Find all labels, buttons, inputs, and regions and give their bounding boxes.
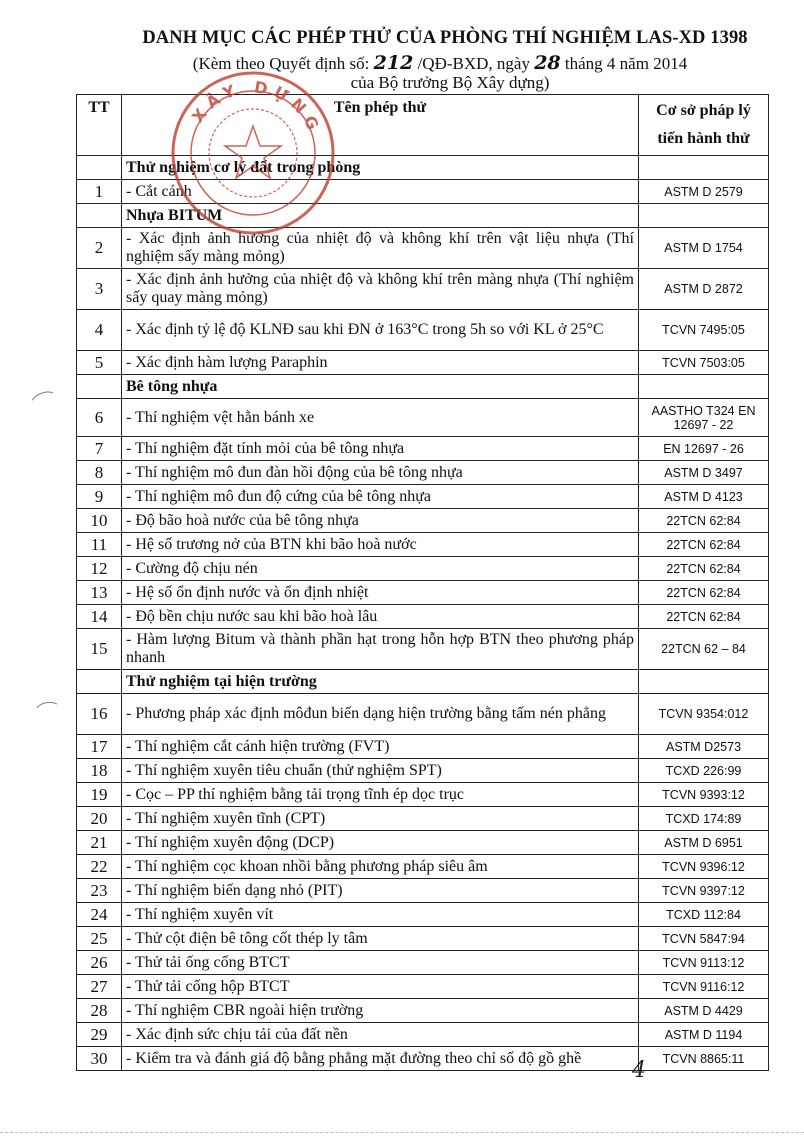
test-name: - Xác định hàm lượng Paraphin xyxy=(122,351,639,375)
table-row xyxy=(77,629,769,670)
decision-text-1: (Kèm theo Quyết định số: xyxy=(192,54,374,73)
legal-basis: TCVN 7495:05 xyxy=(639,310,769,351)
legal-basis: ASTM D 2872 xyxy=(639,269,769,310)
test-name: - Hàm lượng Bitum và thành phần hạt trong hỗn hợp BTN theo phương pháp nhanh xyxy=(122,629,639,670)
section-title: Thử nghiệm tại hiện trường xyxy=(122,670,639,694)
table-row xyxy=(77,509,769,533)
table-row xyxy=(77,461,769,485)
test-number: 8 xyxy=(77,461,122,485)
legal-basis: TCXD 174:89 xyxy=(639,807,769,831)
test-name: - Cắt cánh xyxy=(122,180,639,204)
seal-text: XÂY DỰNG xyxy=(187,77,326,139)
legal-basis: 22TCN 62:84 xyxy=(639,533,769,557)
legal-basis: TCVN 5847:94 xyxy=(639,927,769,951)
test-name: - Thí nghiệm mô đun đàn hồi động của bê tông nhựa xyxy=(122,461,639,485)
test-name: - Thí nghiệm CBR ngoài hiện trường xyxy=(122,999,639,1023)
legal-basis: ASTM D 1754 xyxy=(639,228,769,269)
test-name: - Hệ số trương nở của BTN khi bão hoà nước xyxy=(122,533,639,557)
test-name: - Cường độ chịu nén xyxy=(122,557,639,581)
table-row xyxy=(77,975,769,999)
section-basis-cell xyxy=(639,156,769,180)
table-row xyxy=(77,735,769,759)
legal-basis: 22TCN 62 – 84 xyxy=(639,629,769,670)
test-number: 21 xyxy=(77,831,122,855)
test-name: - Thí nghiệm cắt cánh hiện trường (FVT) xyxy=(122,735,639,759)
table-row xyxy=(77,1023,769,1047)
legal-basis: TCVN 9393:12 xyxy=(639,783,769,807)
legal-basis: 22TCN 62:84 xyxy=(639,509,769,533)
decision-text-2: /QĐ-BXD, ngày xyxy=(413,54,535,73)
test-number: 29 xyxy=(77,1023,122,1047)
test-number: 14 xyxy=(77,605,122,629)
legal-basis: TCVN 9113:12 xyxy=(639,951,769,975)
section-title: Bê tông nhựa xyxy=(122,375,639,399)
test-name: - Thí nghiệm biến dạng nhỏ (PIT) xyxy=(122,879,639,903)
section-basis-cell xyxy=(639,670,769,694)
table-row xyxy=(77,694,769,735)
legal-basis: TCVN 9397:12 xyxy=(639,879,769,903)
table-row xyxy=(77,951,769,975)
legal-basis: ASTM D 1194 xyxy=(639,1023,769,1047)
table-row xyxy=(77,351,769,375)
section-basis-cell xyxy=(639,204,769,228)
test-name: - Thí nghiệm xuyên tĩnh (CPT) xyxy=(122,807,639,831)
test-number: 18 xyxy=(77,759,122,783)
test-name: - Hệ số ổn định nước và ổn định nhiệt xyxy=(122,581,639,605)
table-row xyxy=(77,399,769,437)
test-name: - Thí nghiệm đặt tính mỏi của bê tông nhựa xyxy=(122,437,639,461)
header-legal-basis: Cơ sở pháp lý tiến hành thử xyxy=(639,95,769,156)
test-number: 17 xyxy=(77,735,122,759)
legal-basis: ASTM D 2579 xyxy=(639,180,769,204)
test-name: - Thí nghiệm xuyên tiêu chuẩn (thử nghiệm SPT) xyxy=(122,759,639,783)
test-number: 23 xyxy=(77,879,122,903)
test-name: - Xác định ảnh hưởng của nhiệt độ và không khí trên vật liệu nhựa (Thí nghiệm sấy màng mỏng) xyxy=(122,228,639,269)
table-row xyxy=(77,855,769,879)
page-bottom-edge xyxy=(0,1132,804,1133)
test-name: - Thí nghiệm vệt hằn bánh xe xyxy=(122,399,639,437)
punch-hole-mark xyxy=(32,700,63,725)
table-row xyxy=(77,581,769,605)
test-number: 30 xyxy=(77,1047,122,1071)
legal-basis: ASTM D 4429 xyxy=(639,999,769,1023)
legal-basis: TCVN 9116:12 xyxy=(639,975,769,999)
test-name: - Thí nghiệm xuyên động (DCP) xyxy=(122,831,639,855)
legal-basis: TCVN 8865:11 xyxy=(639,1047,769,1071)
header-test-name: Tên phép thử xyxy=(122,95,639,156)
section-no-cell xyxy=(77,156,122,180)
issuing-authority: của Bộ trưởng Bộ Xây dựng) xyxy=(350,73,550,92)
test-name: - Độ bão hoà nước của bê tông nhựa xyxy=(122,509,639,533)
header-no: TT xyxy=(77,95,122,156)
table-row xyxy=(77,783,769,807)
test-number: 22 xyxy=(77,855,122,879)
table-row xyxy=(77,310,769,351)
decision-number: 212 xyxy=(373,52,414,74)
legal-basis: ASTM D 3497 xyxy=(639,461,769,485)
legal-basis: TCVN 9354:012 xyxy=(639,694,769,735)
document-title: DANH MỤC CÁC PHÉP THỬ CỦA PHÒNG THÍ NGHIỆM LAS-XD 1398 xyxy=(142,28,748,48)
table-row xyxy=(77,533,769,557)
test-name: - Xác định ảnh hưởng của nhiệt độ và không khí trên màng nhựa (Thí nghiệm sấy quay màng mỏng) xyxy=(122,269,639,310)
test-number: 10 xyxy=(77,509,122,533)
test-number: 1 xyxy=(77,180,122,204)
legal-basis: 22TCN 62:84 xyxy=(639,581,769,605)
test-number: 28 xyxy=(77,999,122,1023)
test-number: 2 xyxy=(77,228,122,269)
legal-basis: TCXD 112:84 xyxy=(639,903,769,927)
table-row xyxy=(77,879,769,903)
test-list-table xyxy=(76,94,769,1071)
section-no-cell xyxy=(77,375,122,399)
table-row xyxy=(77,605,769,629)
test-number: 4 xyxy=(77,310,122,351)
table-row xyxy=(77,437,769,461)
table-row xyxy=(77,759,769,783)
section-row xyxy=(77,670,769,694)
test-name: - Thí nghiệm cọc khoan nhồi bằng phương pháp siêu âm xyxy=(122,855,639,879)
legal-basis: TCXD 226:99 xyxy=(639,759,769,783)
test-name: - Thí nghiệm mô đun độ cứng của bê tông nhựa xyxy=(122,485,639,509)
test-name: - Thử tải cống hộp BTCT xyxy=(122,975,639,999)
test-number: 5 xyxy=(77,351,122,375)
table-row xyxy=(77,1047,769,1071)
legal-basis: ASTM D 4123 xyxy=(639,485,769,509)
table-row xyxy=(77,999,769,1023)
table-row xyxy=(77,557,769,581)
test-number: 25 xyxy=(77,927,122,951)
decision-text-3: tháng 4 năm 2014 xyxy=(560,54,688,73)
test-name: - Kiểm tra và đánh giá độ bằng phẳng mặt đường theo chỉ số độ gồ ghề xyxy=(122,1047,639,1071)
punch-hole-mark xyxy=(27,388,63,419)
document-header xyxy=(0,0,804,95)
test-number: 15 xyxy=(77,629,122,670)
table-row xyxy=(77,831,769,855)
table-row xyxy=(77,927,769,951)
legal-basis: ASTM D2573 xyxy=(639,735,769,759)
legal-basis: 22TCN 62:84 xyxy=(639,605,769,629)
section-row xyxy=(77,375,769,399)
test-name: - Thử cột điện bê tông cốt thép ly tâm xyxy=(122,927,639,951)
section-title: Thử nghiệm cơ lý đất trong phòng xyxy=(122,156,639,180)
table-row xyxy=(77,269,769,310)
legal-basis: ASTM D 6951 xyxy=(639,831,769,855)
test-name: - Cọc – PP thí nghiệm bằng tải trọng tĩnh ép dọc trục xyxy=(122,783,639,807)
test-name: - Độ bền chịu nước sau khi bão hoà lâu xyxy=(122,605,639,629)
test-number: 19 xyxy=(77,783,122,807)
test-name: - Xác định sức chịu tải của đất nền xyxy=(122,1023,639,1047)
test-name: - Thử tải ống cống BTCT xyxy=(122,951,639,975)
legal-basis: TCVN 7503:05 xyxy=(639,351,769,375)
legal-basis: AASTHO T324 EN 12697 - 22 xyxy=(639,399,769,437)
test-number: 12 xyxy=(77,557,122,581)
test-number: 6 xyxy=(77,399,122,437)
page-signature-number: 4 xyxy=(632,1058,646,1083)
test-number: 11 xyxy=(77,533,122,557)
test-name: - Phương pháp xác định môđun biến dạng hiện trường bằng tấm nén phẳng xyxy=(122,694,639,735)
table-row xyxy=(77,903,769,927)
test-number: 20 xyxy=(77,807,122,831)
test-number: 24 xyxy=(77,903,122,927)
table-row xyxy=(77,485,769,509)
test-name: - Thí nghiệm xuyên vít xyxy=(122,903,639,927)
test-number: 16 xyxy=(77,694,122,735)
legal-basis: EN 12697 - 26 xyxy=(639,437,769,461)
section-no-cell xyxy=(77,670,122,694)
test-number: 26 xyxy=(77,951,122,975)
decision-day: 28 xyxy=(534,52,561,74)
test-name: - Xác định tỷ lệ độ KLNĐ sau khi ĐN ở 163°C trong 5h so với KL ở 25°C xyxy=(122,310,639,351)
test-number: 7 xyxy=(77,437,122,461)
test-number: 27 xyxy=(77,975,122,999)
legal-basis: 22TCN 62:84 xyxy=(639,557,769,581)
section-title: Nhựa BITUM xyxy=(122,204,639,228)
ministry-seal-stamp xyxy=(168,68,338,238)
test-number: 13 xyxy=(77,581,122,605)
test-number: 9 xyxy=(77,485,122,509)
section-basis-cell xyxy=(639,375,769,399)
section-no-cell xyxy=(77,204,122,228)
legal-basis: TCVN 9396:12 xyxy=(639,855,769,879)
test-number: 3 xyxy=(77,269,122,310)
table-row xyxy=(77,807,769,831)
